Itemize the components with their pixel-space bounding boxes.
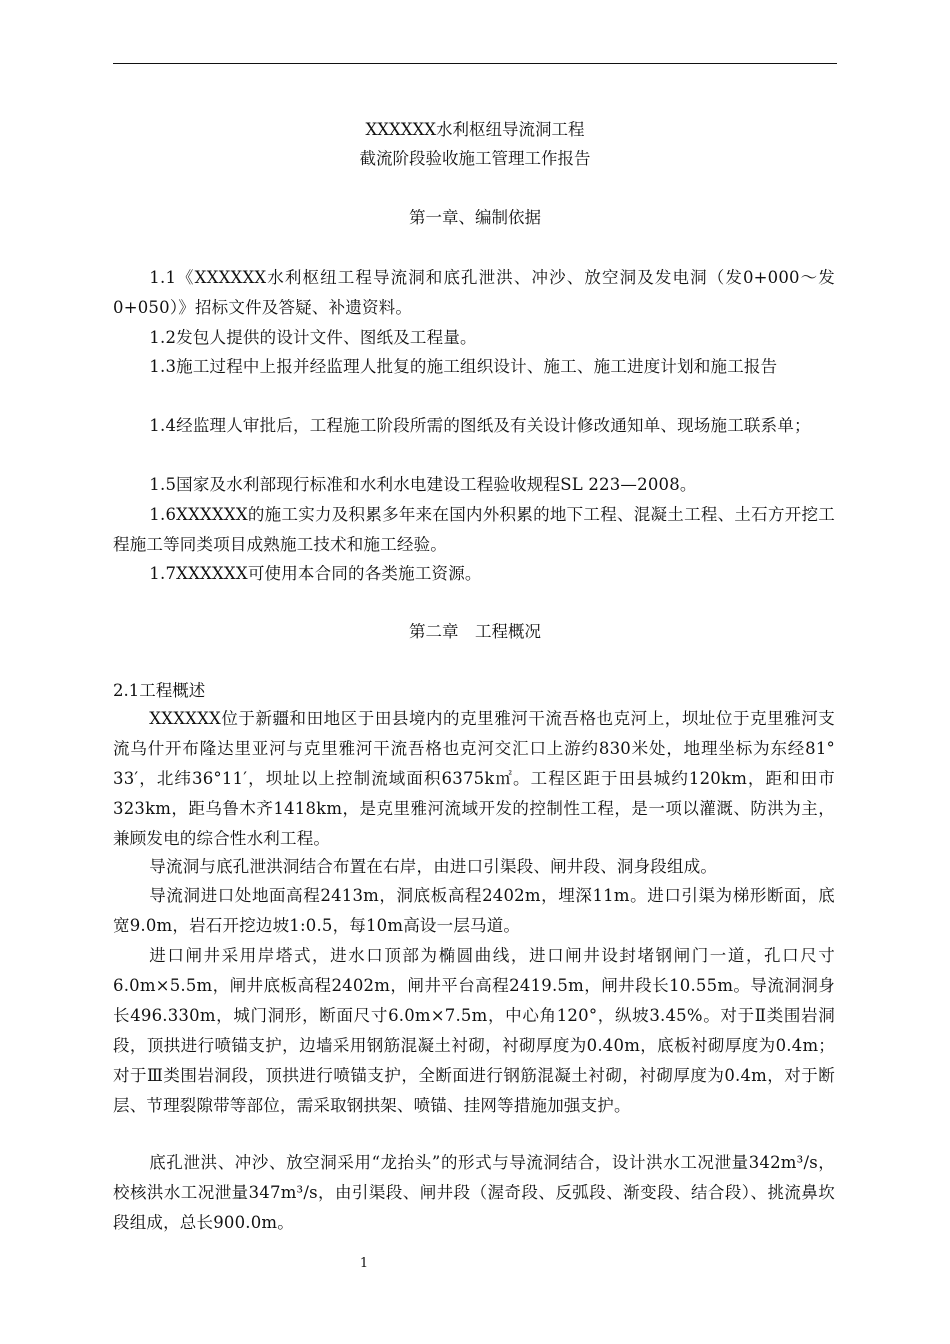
- list-item: 1.4经监理人审批后，工程施工阶段所需的图纸及有关设计修改通知单、现场施工联系单；: [149, 416, 811, 435]
- header-rule: [113, 63, 837, 64]
- chapter-1-heading: 第一章、编制依据: [409, 208, 541, 227]
- list-item: 1.6XXXXXX的施工实力及积累多年来在国内外积累的地下工程、混凝土工程、土石方开挖工程施工等同类项目成熟施工技术和施工经验。: [113, 505, 835, 554]
- title-line-1: XXXXXX水利枢纽导流洞工程: [365, 120, 585, 139]
- body-paragraph: 进口闸井采用岸塔式，进水口顶部为椭圆曲线，进口闸井设封堵钢闸门一道，孔口尺寸6.0m×5.5m，闸井底板高程2402m，闸井平台高程2419.5m，闸井段长10.55m。导流洞洞身长496.330m，城门洞形，断面尺寸6.0m×7.5m，中心角120°，纵坡3.45%。对于Ⅱ类围岩洞段，顶拱进行喷锚支护，边墙采用钢筋混凝土衬砌，衬砌厚度为0.40m，底板衬砌厚度为0.4m；对于Ⅲ类围岩洞段，顶拱进行喷锚支护，全断面进行钢筋混凝土衬砌，衬砌厚度为0.4m，对于断层、节理裂隙带等部位，需采取钢拱架、喷锚、挂网等措施加强支护。: [113, 946, 835, 1115]
- body-paragraph: 导流洞进口处地面高程2413m，洞底板高程2402m，埋深11m。进口引渠为梯形断面，底宽9.0m，岩石开挖边坡1:0.5，每10m高设一层马道。: [113, 886, 835, 935]
- page-number: 1: [359, 1256, 369, 1271]
- list-item: 1.7XXXXXX可使用本合同的各类施工资源。: [149, 564, 482, 583]
- body-paragraph: 导流洞与底孔泄洪洞结合布置在右岸，由进口引渠段、闸井段、洞身段组成。: [149, 857, 718, 876]
- list-item: 1.3施工过程中上报并经监理人批复的施工组织设计、施工、施工进度计划和施工报告: [149, 357, 778, 376]
- list-item: 1.1《XXXXXX水利枢纽工程导流洞和底孔泄洪、冲沙、放空洞及发电洞（发0+000～发0+050）》招标文件及答疑、补遗资料。: [113, 268, 835, 317]
- body-paragraph: 底孔泄洪、冲沙、放空洞采用“龙抬头”的形式与导流洞结合，设计洪水工况泄量342m³/s，校核洪水工况泄量347m³/s，由引渠段、闸井段（渥奇段、反弧段、渐变段、结合段）、挑流鼻坎段组成，总长900.0m。: [113, 1153, 835, 1232]
- section-2-1-heading: 2.1工程概述: [113, 681, 206, 700]
- list-item: 1.5国家及水利部现行标准和水利水电建设工程验收规程SL 223—2008。: [149, 475, 697, 494]
- body-paragraph: XXXXXX位于新疆和田地区于田县境内的克里雅河干流吾格也克河上，坝址位于克里雅河支流乌什开布隆达里亚河与克里雅河干流吾格也克河交汇口上游约830米处，地理坐标为东经81° 33′，北纬36°11′，坝址以上控制流域面积6375k㎡。工程区距于田县城约120km，距和田市323km，距乌鲁木齐1418km，是克里雅河流域开发的控制性工程，是一项以灌溉、防洪为主，兼顾发电的综合性水利工程。: [113, 709, 835, 848]
- list-item: 1.2发包人提供的设计文件、图纸及工程量。: [149, 328, 477, 347]
- chapter-2-heading: 第二章 工程概况: [409, 622, 541, 641]
- title-line-2: 截流阶段验收施工管理工作报告: [359, 149, 591, 168]
